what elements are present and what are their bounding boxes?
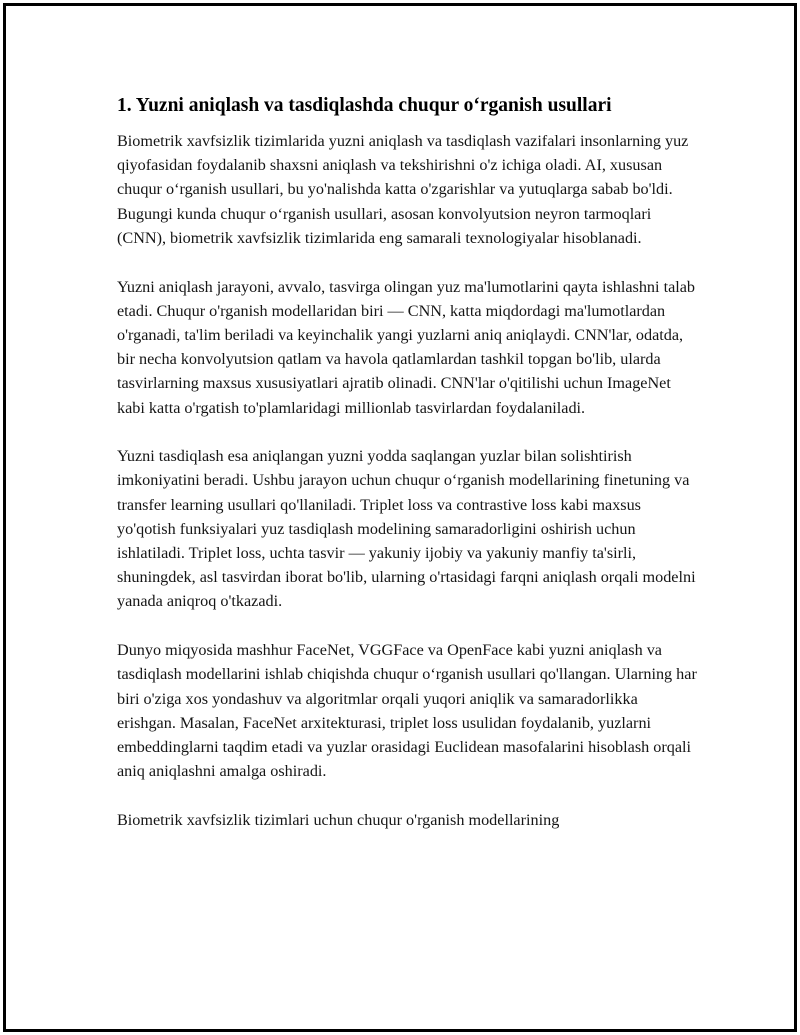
paragraph-continued: Biometrik xavfsizlik tizimlari uchun chuqur o'rganish modellarining	[117, 810, 560, 829]
paragraph-face-detection: Yuzni aniqlash jarayoni, avvalo, tasvirga olingan yuz ma'lumotlarini qayta ishlashni talab etadi. Chuqur o'rganish modellaridan biri — CNN, katta miqdordagi ma'lumotlardan o'rganadi, ta'lim beriladi va keyinchalik yangi yuzlarni aniq aniqlaydi. CNN'lar, odatda, bir necha konvolyutsion qatlam va havola qatlamlardan tashkil topgan bo'lib, ularda tasvirlarning maxsus xususiyatlari ajratib olinadi. CNN'lar o'qitilishi uchun ImageNet kabi katta o'rgatish to'plamlaridagi millionlab tasvirlardan foydalaniladi.	[117, 277, 696, 417]
section-heading: 1. Yuzni aniqlash va tasdiqlashda chuqur o‘rganish usullari	[117, 95, 612, 116]
paragraph-face-verification: Yuzni tasdiqlash esa aniqlangan yuzni yodda saqlangan yuzlar bilan solishtirish imkoniyatini beradi. Ushbu jarayon uchun chuqur o‘rganish modellarining finetuning va transfer learning usullari qo'llaniladi. Triplet loss va contrastive loss kabi maxsus yo'qotish funksiyalari yuz tasdiqlash modelining samaradorligini oshirish uchun ishlatiladi. Triplet loss, uchta tasvir — yakuniy ijobiy va yakuniy manfiy ta'sirli, shuningdek, asl tasvirdan iborat bo'lib, ularning o'rtasidagi farqni aniqlash orqali modelni yanada aniqroq o'tkazadi.	[117, 447, 696, 611]
paragraph-intro: Biometrik xavfsizlik tizimlarida yuzni aniqlash va tasdiqlash vazifalari insonlarning yuz qiyofasidan foydalanib shaxsni aniqlash va tekshirishni o'z ichiga oladi. AI, xususan chuqur o‘rganish usullari, bu yo'nalishda katta o'zgarishlar va yutuqlarga sabab bo'ldi. Bugungi kunda chuqur o‘rganish usullari, asosan konvolyutsion neyron tarmoqlari (CNN), biometrik xavfsizlik tizimlarida eng samarali texnologiyalar hisoblanadi.	[117, 132, 689, 247]
paragraph-known-models: Dunyo miqyosida mashhur FaceNet, VGGFace va OpenFace kabi yuzni aniqlash va tasdiqlash modellarini ishlab chiqishda chuqur o‘rganish usullari qo'llangan. Ularning har biri o'ziga xos yondashuv va algoritmlar orqali yuqori aniqlik va samaradorlikka erishgan. Masalan, FaceNet arxitekturasi, triplet loss usulidan foydalanib, yuzlarni embeddinglarni taqdim etadi va yuzlar orasidagi Euclidean masofalarini hisoblash orqali aniq aniqlashni amalga oshiradi.	[117, 641, 697, 781]
document-body	[117, 92, 697, 857]
